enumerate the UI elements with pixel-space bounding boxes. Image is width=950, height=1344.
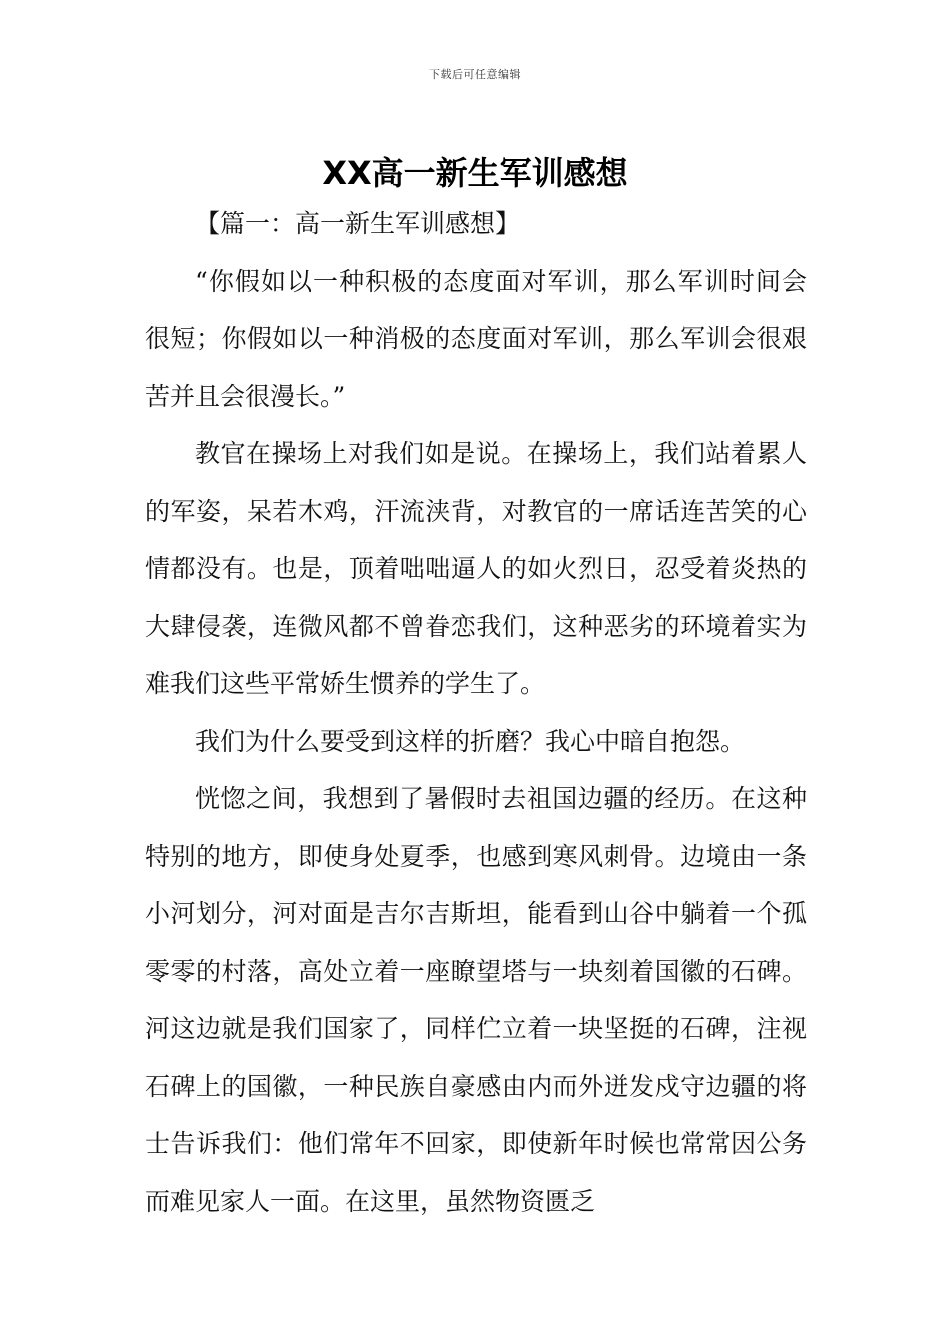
paragraph-complaint: 我们为什么要受到这样的折磨？我心中暗自抱怨。 (195, 726, 746, 756)
page-title: XX高一新生军训感想 (322, 154, 628, 193)
section-heading: 【篇一：高一新生军训感想】 (195, 209, 521, 238)
paragraph-quote: “你假如以一种积极的态度面对军训，那么军训时间会很短；你假如以一种消极的态度面对军训，那么军训会很艰苦并且会很漫长。” (145, 266, 807, 411)
download-note: 下载后可任意编辑 (429, 68, 521, 81)
paragraph-border-memory: 恍惚之间，我想到了暑假时去祖国边疆的经历。在这种特别的地方，即使身处夏季，也感到寒风刺骨。边境由一条小河划分，河对面是吉尔吉斯坦，能看到山谷中躺着一个孤零零的村落，高处立着一座瞭望塔与一块刻着国徽的石碑。河这边就是我们国家了，同样伫立着一块坚挺的石碑，注视石碑上的国徽，一种民族自豪感由内而外迸发戍守边疆的将士告诉我们：他们常年不回家，即使新年时候也常常因公务而难见家人一面。在这里，虽然物资匮乏 (145, 784, 807, 1216)
document-body (145, 195, 807, 1230)
paragraph-instructor: 教官在操场上对我们如是说。在操场上，我们站着累人的军姿，呆若木鸡，汗流浃背，对教官的一席话连苦笑的心情都没有。也是，顶着咄咄逼人的如火烈日，忍受着炎热的大肆侵袭，连微风都不曾眷恋我们，这种恶劣的环境着实为难我们这些平常娇生惯养的学生了。 (145, 439, 807, 698)
